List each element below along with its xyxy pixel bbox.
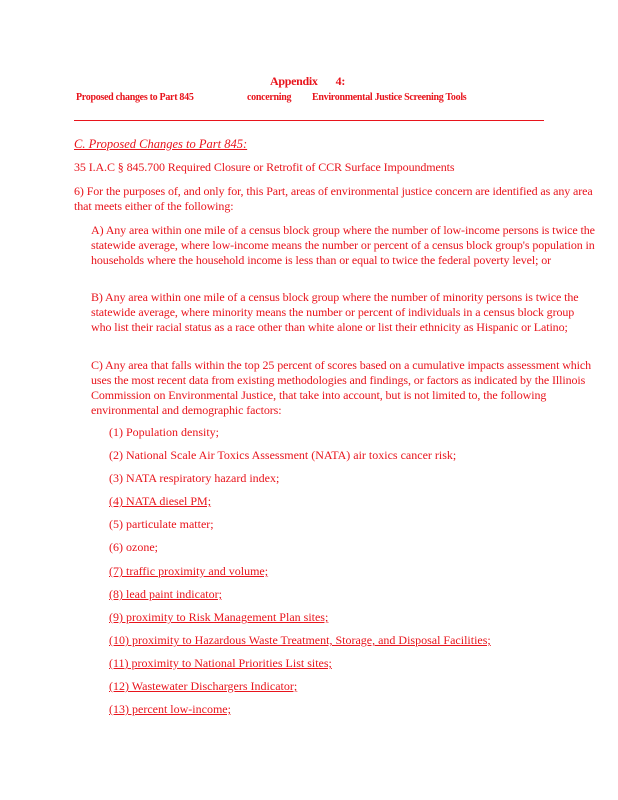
factor-item: (13) percent low-income; [109,702,231,716]
factor-item: (10) proximity to Hazardous Waste Treatment, Storage, and Disposal Facilities; [109,633,491,647]
subtitle-part-3: Environmental Justice Screening Tools [312,92,467,103]
appendix-label: Appendix [270,74,318,88]
item-c: C) Any area that falls within the top 25 percent of scores based on a cumulative impacts assessment which uses the most recent data from existing methodologies and findings, or factors as indicated by the Illinois Commission on Environmental Justice, that take into account, but is not limited to, the following environmental and demographic factors: [91,358,592,417]
subtitle-part-2: concerning [247,92,292,103]
factor-item: (7) traffic proximity and volume; [109,564,269,578]
paragraph-6: 6) For the purposes of, and only for, this Part, areas of environmental justice concern are identified as any area that meets either of the following: [74,184,593,213]
item-b: B) Any area within one mile of a census block group where the number of minority persons is twice the statewide average, where minority means the number or percent of individuals in a census block group who list their racial status as a race other than white alone or list their ethnicity as Hispanic or Latino; [91,290,579,334]
factor-item: (1) Population density; [109,425,219,439]
factor-item: (8) lead paint indicator; [109,587,222,601]
regulation-citation: 35 I.A.C § 845.700 Required Closure or Retrofit of CCR Surface Impoundments [74,160,455,174]
appendix-title [270,74,345,89]
factor-item: (12) Wastewater Dischargers Indicator; [109,679,298,693]
factor-item: (2) National Scale Air Toxics Assessment (NATA) air toxics cancer risk; [109,448,457,462]
factor-item: (9) proximity to Risk Management Plan sites; [109,610,329,624]
appendix-number: 4: [335,74,346,88]
factor-item: (11) proximity to National Priorities List sites; [109,656,332,670]
item-a: A) Any area within one mile of a census block group where the number of low-income persons is twice the statewide average, where low-income means the number or percent of a census block group's population in households where the household income is less than or equal to twice the federal poverty level; or [91,223,595,267]
subtitle-part-1: Proposed changes to Part 845 [76,92,194,103]
header-divider [74,120,544,121]
section-heading: C. Proposed Changes to Part 845: [74,137,248,151]
factor-item: (3) NATA respiratory hazard index; [109,471,280,485]
factor-item: (5) particulate matter; [109,517,214,531]
factor-item: (6) ozone; [109,540,158,554]
factor-item: (4) NATA diesel PM; [109,494,212,508]
